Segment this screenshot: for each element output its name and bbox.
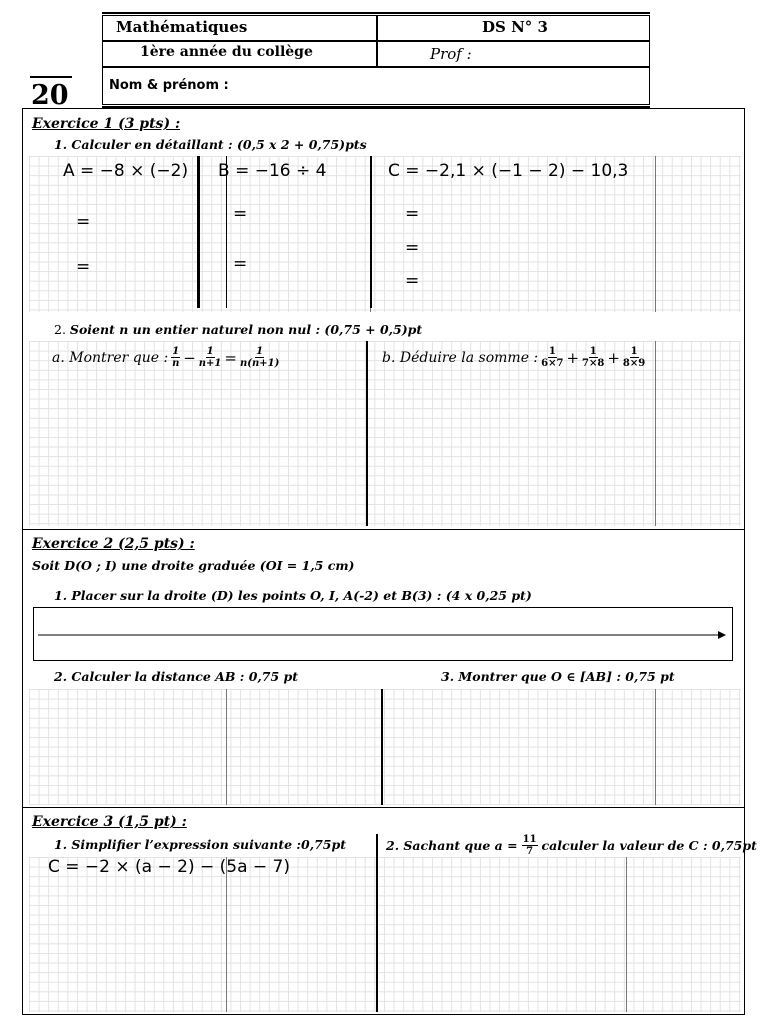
fraction-numerator: 11 xyxy=(522,834,537,845)
question-2b-label: b. Déduire la somme : xyxy=(382,349,539,366)
fraction-denominator: n xyxy=(172,358,180,369)
exercise-2-question-3: 3. Montrer que O ∈ [AB] : 0,75 pt xyxy=(441,669,675,684)
column-divider-4 xyxy=(366,341,368,526)
equals-C-1: = xyxy=(405,204,420,224)
fraction-denominator: 7×8 xyxy=(582,358,605,369)
exercise-3-title: Exercice 3 (1,5 pt) : xyxy=(32,814,187,830)
grid-divider xyxy=(226,689,227,805)
question-2a xyxy=(52,346,280,369)
fraction-1-over-6x7 xyxy=(541,346,563,369)
header-top-rule xyxy=(102,12,650,14)
fraction-numerator: 1 xyxy=(548,346,556,357)
fraction-11-over-7 xyxy=(522,834,538,857)
question-2-points: : (0,75 + 0,5)pt xyxy=(311,322,423,337)
fraction-denominator: n+1 xyxy=(198,358,222,369)
expression-C-ex3: C = −2 × (a − 2) − (5a − 7) xyxy=(48,857,291,877)
question-2b xyxy=(382,346,646,369)
grid-divider xyxy=(655,689,656,805)
exercise-3-grid xyxy=(29,857,741,1012)
exercise-3-question-2 xyxy=(386,834,757,857)
fraction-numerator: 1 xyxy=(172,346,180,357)
column-divider-6 xyxy=(376,834,378,1012)
equals-B-2: = xyxy=(233,254,248,274)
fraction-1-over-8x9 xyxy=(623,346,645,369)
question-2a-label: a. Montrer que : xyxy=(52,349,169,366)
exercise-2-question-1: 1. Placer sur la droite (D) les points O, I, A(-2) et B(3) : (4 x 0,25 pt) xyxy=(54,588,532,603)
exam-label: DS N° 3 xyxy=(482,18,548,36)
grid-divider xyxy=(655,156,656,312)
grid-divider xyxy=(226,857,227,1012)
expression-A: A = −8 × (−2) xyxy=(63,161,189,181)
column-divider-3 xyxy=(370,156,372,308)
column-divider-5 xyxy=(381,689,383,805)
number-line-arrow xyxy=(38,628,728,642)
exercise-1-title: Exercice 1 (3 pts) : xyxy=(32,116,181,132)
fraction-denominator: 7 xyxy=(526,846,534,857)
exercise-2-grid xyxy=(29,689,741,805)
fraction-1-over-7x8 xyxy=(582,346,604,369)
equals-A-1: = xyxy=(76,212,91,232)
question-2-text: Soient n un entier naturel non nul xyxy=(69,322,312,337)
fraction-numerator: 1 xyxy=(589,346,597,357)
level-label: 1ère année du collège xyxy=(140,44,313,60)
equals-B-1: = xyxy=(233,204,248,224)
exercise-2-title: Exercice 2 (2,5 pts) : xyxy=(32,536,195,552)
expression-B: B = −16 ÷ 4 xyxy=(218,161,327,181)
prof-label: Prof : xyxy=(430,45,472,63)
fraction-1-over-n xyxy=(171,346,180,369)
grid-divider xyxy=(626,857,627,1012)
plus-sign: + xyxy=(607,348,620,367)
fraction-denominator: 6×7 xyxy=(541,358,564,369)
exercise-1-question-2 xyxy=(54,322,422,337)
name-label: Nom & prénom : xyxy=(109,78,229,93)
exercise-2-question-2: 2. Calculer la distance AB : 0,75 pt xyxy=(54,669,299,684)
exercise-1-question-1: 1. Calculer en détaillant : (0,5 x 2 + 0,75)pts xyxy=(54,137,367,152)
equals-A-2: = xyxy=(76,257,91,277)
equals-C-3: = xyxy=(405,271,420,291)
subject-label: Mathématiques xyxy=(116,18,248,36)
question-2-suffix: calculer la valeur de C : 0,75pt xyxy=(541,838,757,853)
exercise-3-question-1: 1. Simplifier l’expression suivante :0,75pt xyxy=(54,837,346,852)
equals-sign: = xyxy=(224,348,237,367)
score-bar xyxy=(30,76,72,78)
fraction-1-over-n-plus-1 xyxy=(199,346,222,369)
plus-sign: + xyxy=(566,348,580,367)
minus-sign: − xyxy=(183,348,196,367)
question-2-number: 2. xyxy=(54,322,66,337)
fraction-denominator: 8×9 xyxy=(622,358,646,369)
fraction-numerator: 1 xyxy=(256,346,264,357)
score-total: 20 xyxy=(31,80,69,111)
grid-divider xyxy=(655,341,656,526)
column-divider-1 xyxy=(197,156,200,308)
fraction-1-over-n-n-plus-1 xyxy=(240,346,279,369)
expression-C: C = −2,1 × (−1 − 2) − 10,3 xyxy=(388,161,629,181)
fraction-denominator: n(n+1) xyxy=(239,358,280,369)
fraction-numerator: 1 xyxy=(206,346,214,357)
fraction-numerator: 1 xyxy=(630,346,638,357)
header-col-line xyxy=(376,15,378,67)
equals-C-2: = xyxy=(405,238,420,258)
exercise-2-intro: Soit D(O ; I) une droite graduée (OI = 1,5 cm) xyxy=(32,558,355,573)
question-2-prefix: 2. Sachant que a = xyxy=(386,838,518,853)
